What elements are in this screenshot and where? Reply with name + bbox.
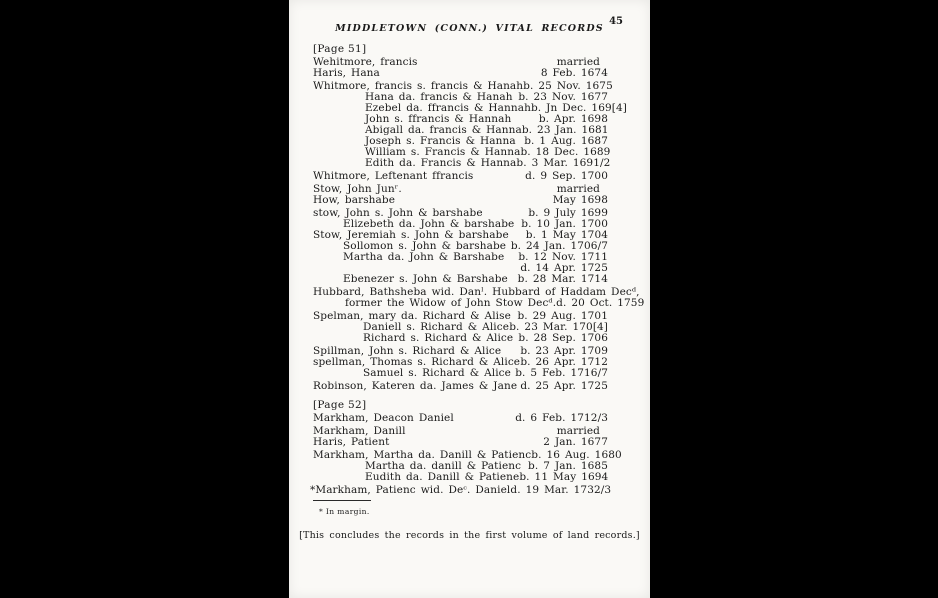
record-name: Markham, Martha da. Danill & Patienc [313, 449, 532, 461]
book-page [289, 0, 650, 598]
record-name: Richard s. Richard & Alice [363, 332, 514, 344]
record-name: spellman, Thomas s. Richard & Alice [313, 356, 521, 368]
record-date: d. 19 Mar. 1732/3 [510, 484, 612, 496]
record-date: b. 10 Jan. 1700 [521, 218, 608, 230]
record-row [313, 381, 608, 392]
page-section [310, 399, 622, 496]
record-date: married [556, 56, 600, 68]
record-name: Martha da. danill & Patienc [365, 460, 522, 472]
record-date: b. 28 Sep. 1706 [518, 332, 608, 344]
section-label: [Page 52] [313, 399, 367, 411]
record-name: Elizebeth da. John & barshabe [343, 218, 515, 230]
record-date: b. 23 Jan. 1681 [521, 124, 609, 136]
record-name: Edith da. Francis & Hanna [365, 157, 517, 169]
record-date: b. 24 Jan. 1706/7 [510, 240, 608, 252]
record-date: b. 29 Aug. 1701 [517, 310, 608, 322]
record-date: b. 23 Nov. 1677 [518, 91, 608, 103]
record-row [313, 297, 645, 309]
record-date: b. 23 Apr. 1709 [520, 345, 608, 357]
record-date: married [556, 183, 600, 195]
record-date: 2 Jan. 1677 [543, 436, 608, 448]
record-name: Spillman, John s. Richard & Alice [313, 345, 502, 357]
record-date: b. 25 Nov. 1675 [523, 80, 613, 92]
record-name: Joseph s. Francis & Hanna [365, 135, 516, 147]
record-name: Robinson, Kateren da. James & Jane [313, 380, 518, 392]
records-area [289, 43, 650, 496]
record-name: Martha da. John & Barshabe [343, 251, 505, 263]
record-name: Haris, Patient [313, 436, 390, 448]
record-row [313, 333, 608, 344]
record-name: Haris, Hana [313, 67, 380, 79]
record-date: b. 1 May 1704 [525, 229, 608, 241]
record-name: Markham, Danill [313, 425, 406, 437]
record-date: b. 23 Mar. 170[4] [509, 321, 608, 333]
record-name: Ezebel da. ffrancis & Hannah [365, 102, 531, 114]
record-name: Wehitmore, francis [313, 56, 418, 68]
section-label: [Page 51] [313, 43, 367, 55]
record-row [310, 484, 612, 496]
record-name: Sollomon s. John & barshabe [343, 240, 507, 252]
record-date: b. Apr. 1698 [538, 113, 608, 125]
footnote-divider [313, 500, 371, 501]
record-row [313, 274, 608, 285]
record-name: Abigall da. francis & Hanna [365, 124, 522, 136]
page-number: 45 [609, 16, 623, 27]
record-date: d. 25 Apr. 1725 [520, 380, 608, 392]
record-name: John s. ffrancis & Hannah [365, 113, 512, 125]
record-date: b. 16 Aug. 1680 [531, 449, 622, 461]
record-name: Eudith da. Danill & Patiene [365, 471, 520, 483]
footnote: * In margin. [319, 507, 370, 516]
closing-note: [This concludes the records in the first volume of land records.] [299, 530, 640, 541]
record-name: Whitmore, francis s. francis & Hanah [313, 80, 524, 92]
record-date: d. 20 Oct. 1759 [556, 297, 645, 309]
record-name: Markham, Deacon Daniel [313, 412, 454, 424]
record-date: d. 14 Apr. 1725 [520, 262, 608, 274]
record-name: stow, John s. John & barshabe [313, 207, 483, 219]
record-date: 8 Feb. 1674 [540, 67, 608, 79]
record-row [313, 413, 608, 424]
running-header [289, 16, 650, 34]
record-date: b. 7 Jan. 1685 [528, 460, 608, 472]
record-name: How, barshabe [313, 194, 396, 206]
page-header-title: MIDDLETOWN (CONN.) VITAL RECORDS [335, 23, 604, 34]
record-date: married [556, 425, 600, 437]
record-name: Whitmore, Leftenant ffrancis [313, 170, 474, 182]
record-row [313, 157, 611, 169]
record-date: b. 11 May 1694 [519, 471, 609, 483]
record-row [313, 368, 608, 379]
record-name: Samuel s. Richard & Alice [363, 367, 511, 379]
record-row [313, 472, 608, 483]
page-section [313, 43, 645, 392]
record-row [313, 195, 608, 206]
record-date: b. 12 Nov. 1711 [518, 251, 608, 263]
record-name: Hubbard, Bathsheba wid. Danˡ. Hubbard of Haddam Decᵈ, [313, 286, 640, 298]
record-date: d. 9 Sep. 1700 [525, 170, 608, 182]
record-date: b. 5 Feb. 1716/7 [515, 367, 608, 379]
record-date: May 1698 [552, 194, 608, 206]
record-name: William s. Francis & Hanna [365, 146, 521, 158]
record-date: b. 26 Apr. 1712 [520, 356, 608, 368]
record-date: b. 28 Mar. 1714 [517, 273, 608, 285]
record-row [313, 437, 608, 448]
record-date: b. 18 Dec. 1689 [520, 146, 611, 158]
record-name: Ebenezer s. John & Barshabe [343, 273, 508, 285]
record-date: b. 9 July 1699 [528, 207, 608, 219]
record-name: Stow, John Junʳ. [313, 183, 402, 195]
record-name: Daniell s. Richard & Alice [363, 321, 510, 333]
record-row [313, 68, 608, 79]
record-row [313, 171, 608, 182]
record-date: b. 3 Mar. 1691/2 [516, 157, 611, 169]
record-name: *Markham, Patienc wid. Deᶜ. Daniel [310, 484, 511, 496]
record-name: Hana da. francis & Hanah [365, 91, 513, 103]
record-date: d. 6 Feb. 1712/3 [515, 412, 608, 424]
record-name: former the Widow of John Stow Decᵈ. [345, 297, 557, 309]
record-name: Spelman, mary da. Richard & Alise [313, 310, 511, 322]
record-name: Stow, Jeremiah s. John & barshabe [313, 229, 509, 241]
record-date: b. 1 Aug. 1687 [524, 135, 608, 147]
record-date: b. Jn Dec. 169[4] [530, 102, 627, 114]
